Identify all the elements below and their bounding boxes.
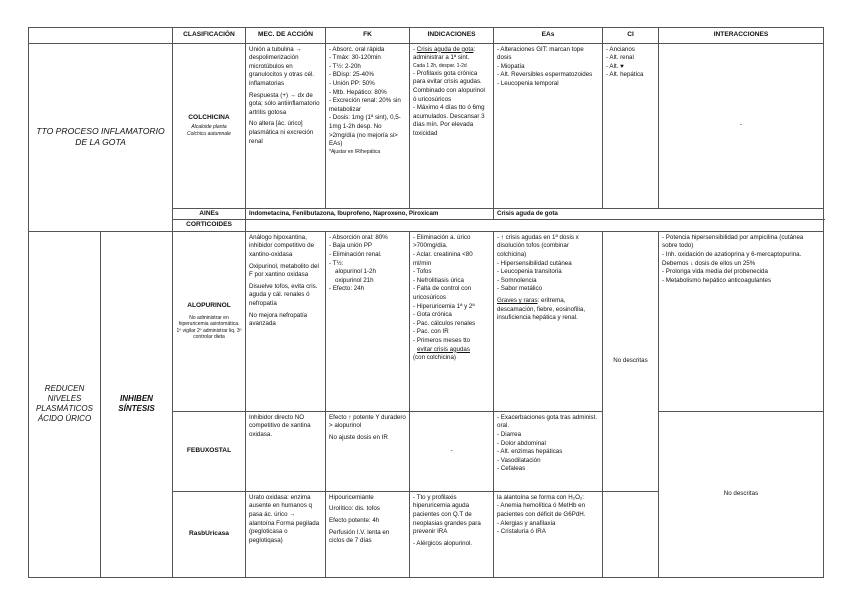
mec-text: No mejora nefropatía avanzada bbox=[249, 311, 308, 328]
drug-origin: Alcaloide planta bbox=[191, 124, 227, 131]
fk-rasburicasa bbox=[326, 491, 410, 577]
ind-underlined: evitar crisis agudas bbox=[417, 345, 470, 353]
eas-item: - Alt. enzimas hepáticas bbox=[497, 448, 563, 456]
fk-item: oxipurinol 21h bbox=[335, 276, 374, 284]
fk-item: alopurinol 1-2h bbox=[335, 268, 376, 276]
mec-text: Análogo hipoxantina, inhibidor competitivo de xantino-oxidasa bbox=[249, 233, 315, 258]
ci-rasburicasa bbox=[603, 491, 659, 577]
eas-item: - Somnolencia bbox=[497, 276, 537, 284]
ci-item: - Alt. ♥ bbox=[606, 62, 624, 70]
fk-item: - Absorción oral: 80% bbox=[329, 233, 388, 241]
mec-text: Respuesta (+) → dx de gota; sólo antiinflamatorio artritis gotosa bbox=[249, 91, 320, 116]
eas-item: - Exacerbaciones gota tras administ. oral. bbox=[497, 413, 598, 430]
ci-alopurinol-febuxostal: No descritas bbox=[603, 231, 659, 491]
drug-rasburicasa: RasbUricasa bbox=[173, 491, 246, 577]
category-inflamatorio bbox=[29, 43, 173, 231]
eas-item: - Hipersensibilidad cutánea bbox=[497, 259, 572, 267]
gout-drugs-table bbox=[28, 27, 824, 578]
drug-alopurinol bbox=[173, 231, 246, 411]
mec-febuxostal: Inhibidor directo NO competitivo de xantina oxidasa. bbox=[246, 411, 326, 491]
ind-item: - Máximo 4 días tto ó 6mg acumulados. Descansar 3 días mín. Por elevada toxicidad bbox=[413, 104, 485, 137]
ind-item: - Tto y profilaxis hiperuricemia aguda pacientes con Q.T de neoplasias grandes para prevenir IRA bbox=[413, 493, 481, 536]
ind-item: - Hiperuricemia 1ª y 2ª bbox=[413, 302, 475, 310]
pharmacology-table-sheet bbox=[28, 27, 823, 578]
eas-item: - Leucopenia transitoria bbox=[497, 268, 562, 276]
fk-item: No ajuste dosis en IR bbox=[329, 433, 388, 441]
fk-item: - Baja unión PP bbox=[329, 242, 372, 250]
subcategory-inhiben-label: INHIBEN SÍNTESIS bbox=[118, 394, 155, 414]
eas-colchicina bbox=[494, 43, 603, 208]
eas-item: - Alt. Reversibles espermatozoides bbox=[497, 71, 593, 79]
category-reducen bbox=[29, 231, 101, 577]
fk-item: - Dosis: 1mg (1ª sint), 0,5-1mg 1-2h desp. No >2mg/día (no mejoría si> EAs) bbox=[329, 114, 401, 148]
ind-item: - Eliminación a. úrico >700mg/día. bbox=[413, 233, 471, 250]
inter-item: - Potencia hipersensibilidad por ampicilina (cutánea sobre todo) bbox=[662, 233, 804, 250]
mec-text: Unión a tubulina → despolimerización microtúbulos en granulocitos y otras cél. inflamatorias bbox=[249, 45, 314, 87]
header-ci: CI bbox=[603, 28, 659, 44]
fk-item: - Mtb. Hepático: 80% bbox=[329, 88, 387, 96]
mec-text: Disuelve tofos, evita cris. aguda y cál. renales ó nefropatía bbox=[249, 282, 318, 307]
drug-name: COLCHICINA bbox=[188, 113, 230, 121]
category-reducen-label: REDUCEN NIVELES PLASMÁTICOS ÁCIDO ÚRICO bbox=[36, 384, 93, 424]
ind-febuxostal: - bbox=[410, 411, 494, 491]
drug-species: Colchicu autumnale bbox=[187, 130, 231, 137]
fk-item: - Efecto: 24h bbox=[329, 285, 365, 293]
row-alopurinol bbox=[29, 231, 824, 411]
row-colchicina bbox=[29, 43, 824, 208]
inter-alopurinol bbox=[659, 231, 824, 411]
eas-item: - ↑ crisis agudas en 1ª dosis x disolución tofos (combinar colchicina) bbox=[497, 233, 579, 258]
ind-item: - Gota crónica bbox=[413, 311, 452, 319]
inter-febuxostal-rasburicasa: No descritas bbox=[659, 411, 824, 577]
eas-item: - Alteraciones GIT: marcan tope dosis bbox=[497, 45, 584, 62]
eas-item: - Vasodilatación bbox=[497, 456, 541, 464]
eas-febuxostal bbox=[494, 411, 603, 491]
eas-item: - Diarrea bbox=[497, 430, 522, 438]
eas-underlined: Graves y raras bbox=[497, 296, 538, 304]
fk-item: - Unión PP: 50% bbox=[329, 79, 375, 87]
fk-item: - Tmáx: 30-120min bbox=[329, 54, 381, 62]
subcategory-inhiben bbox=[101, 231, 173, 577]
corticoides-empty bbox=[246, 220, 824, 232]
fk-alopurinol bbox=[326, 231, 410, 411]
eas-item: - Leucopenia temporal bbox=[497, 79, 559, 87]
ci-colchicina bbox=[603, 43, 659, 208]
fk-item: - Absorc. oral rápida bbox=[329, 45, 385, 53]
ind-item: - Alérgicos alopurinol. bbox=[413, 539, 473, 547]
drug-febuxostal: FEBUXOSTAL bbox=[173, 411, 246, 491]
inter-item: - Inh. oxidación de azatioprina y 6-mercaptopurina. Debemos ↓ dosis de ellos un 25% bbox=[662, 250, 802, 267]
fk-item: Efecto potente: 4h bbox=[329, 516, 380, 524]
ind-item: - Profilaxis gota crónica para evitar crisis agudas. Combinado con alopurinol ó uricosúricos bbox=[413, 69, 485, 103]
drug-aines: AINEs bbox=[173, 208, 246, 220]
ind-title: Crisis aguda de gota bbox=[416, 45, 474, 53]
aines-drug-list: Indometacina, Fenilbutazona, Ibuprofeno, Naproxeno, Piroxicam bbox=[246, 208, 494, 220]
ind-title-rest: : administrar a 1ª sint. bbox=[413, 45, 476, 62]
eas-item: - Cefaleas bbox=[497, 465, 526, 473]
ind-tail: (con colchicina) bbox=[413, 354, 456, 362]
mec-text: No altera [ác. úrico] plasmática ni excreción renal bbox=[249, 120, 314, 145]
aines-indication: Crisis aguda de gota bbox=[494, 208, 824, 220]
fk-item: - Excreción renal: 20% sin metabolizar bbox=[329, 97, 401, 113]
eas-item: - Dolor abdominal bbox=[497, 439, 546, 447]
ind-item: - Pac. cálculos renales bbox=[413, 319, 476, 327]
fk-item: - Eliminación renal. bbox=[329, 250, 382, 258]
eas-item: - Sabor metálico bbox=[497, 285, 543, 293]
ind-item: - Aclar. creatinina <80 ml/min bbox=[413, 250, 473, 267]
ind-rasburicasa bbox=[410, 491, 494, 577]
ind-item: - Nefrolitiasis úrica bbox=[413, 276, 464, 284]
eas-item: - Alergias y anafilaxia bbox=[497, 519, 556, 527]
fk-note: *Ajustar en IR/hepática bbox=[329, 148, 381, 155]
header-interacciones: INTERACCIONES bbox=[659, 28, 824, 44]
mec-rasburicasa: Urato oxidasa: enzima ausente en humanos q pasa ác. úrico → alantoína Forma pegilada (pegloticasa o peglotiqasa) bbox=[246, 491, 326, 577]
header-eas: EAs bbox=[494, 28, 603, 44]
header-indicaciones: INDICACIONES bbox=[410, 28, 494, 44]
eas-item: - Anemia hemolítica ó MetHb en pacientes con déficit de G6PdH. bbox=[497, 502, 586, 518]
eas-rasburicasa bbox=[494, 491, 603, 577]
eas-tail: : eritrema, descamación, fiebre, eosinofilia, insuficiencia hepática y renal. bbox=[497, 296, 586, 322]
fk-item: Perfusión I.V. lenta en ciclos de 7 días bbox=[329, 528, 390, 545]
ind-item: - Tofos bbox=[413, 268, 432, 276]
header-mecanismo: MEC. DE ACCIÓN bbox=[246, 28, 326, 44]
inter-colchicina: - bbox=[659, 43, 824, 208]
drug-note: No administrar en hiperuricemia asintomática. 1º vigilar 2º administrar liq. 3º controlar dieta bbox=[176, 314, 242, 341]
inter-item: - Metabolismo hepático anticoagulantes bbox=[662, 276, 772, 284]
ind-item: - Primeros meses tto bbox=[413, 336, 471, 344]
header-row bbox=[29, 28, 824, 44]
ci-item: - Alt. renal bbox=[606, 54, 634, 62]
ind-item: - Pac. con IR bbox=[413, 328, 449, 336]
ci-item: - Ancianos bbox=[606, 45, 635, 53]
fk-item: - BDisp: 25-40% bbox=[329, 71, 375, 79]
ind-small: Cada 1 2h, despar. 1-2d bbox=[413, 62, 467, 69]
corner-cell bbox=[29, 28, 173, 44]
mec-alopurinol bbox=[246, 231, 326, 411]
drug-colchicina bbox=[173, 43, 246, 208]
eas-alopurinol bbox=[494, 231, 603, 411]
header-fk: FK bbox=[326, 28, 410, 44]
ind-colchicina: - Crisis aguda de gota: administrar a 1ª sint. Cada 1 2h, despar. 1-2d - Profilaxis gota crónica para evitar crisis agudas. Combinado con alopurinol ó uricosúricos - Máximo 4 días tto ó 6mg acumulados. Descansar 3 días mín. Por elevada toxicidad bbox=[410, 43, 494, 208]
eas-item: la alantoína se forma con H₂O₂: bbox=[497, 493, 585, 501]
category-inflamatorio-label: TTO PROCESO INFLAMATORIO DE LA GOTA bbox=[36, 126, 165, 148]
eas-item: - Miopatía bbox=[497, 62, 525, 70]
drug-corticoides: CORTICOIDES bbox=[173, 220, 246, 232]
fk-item: Hipouricemiante bbox=[329, 493, 374, 501]
ind-item: - Falta de control con uricosúricos bbox=[413, 285, 472, 301]
mec-text: Oxipurinol, metabolito del F por xantino oxidasa bbox=[249, 262, 319, 279]
ind-alopurinol bbox=[410, 231, 494, 411]
fk-item: Urolítico: dis. tofos bbox=[329, 505, 380, 513]
fk-item: - T½: 2-20h bbox=[329, 62, 361, 70]
fk-colchicina bbox=[326, 43, 410, 208]
fk-item: - T½: bbox=[329, 259, 344, 267]
fk-febuxostal bbox=[326, 411, 410, 491]
header-clasificacion: CLASIFICACIÓN bbox=[173, 28, 246, 44]
inter-item: - Prolonga vida media del probenecida bbox=[662, 268, 768, 276]
ci-item: - Alt. hepática bbox=[606, 71, 644, 79]
eas-item: - Cristaluria ó IRA bbox=[497, 528, 546, 536]
drug-name: ALOPURINOL bbox=[187, 301, 231, 309]
fk-item: Efecto ↑ potente Y duradero > alopurinol bbox=[329, 413, 406, 430]
mec-colchicina bbox=[246, 43, 326, 208]
